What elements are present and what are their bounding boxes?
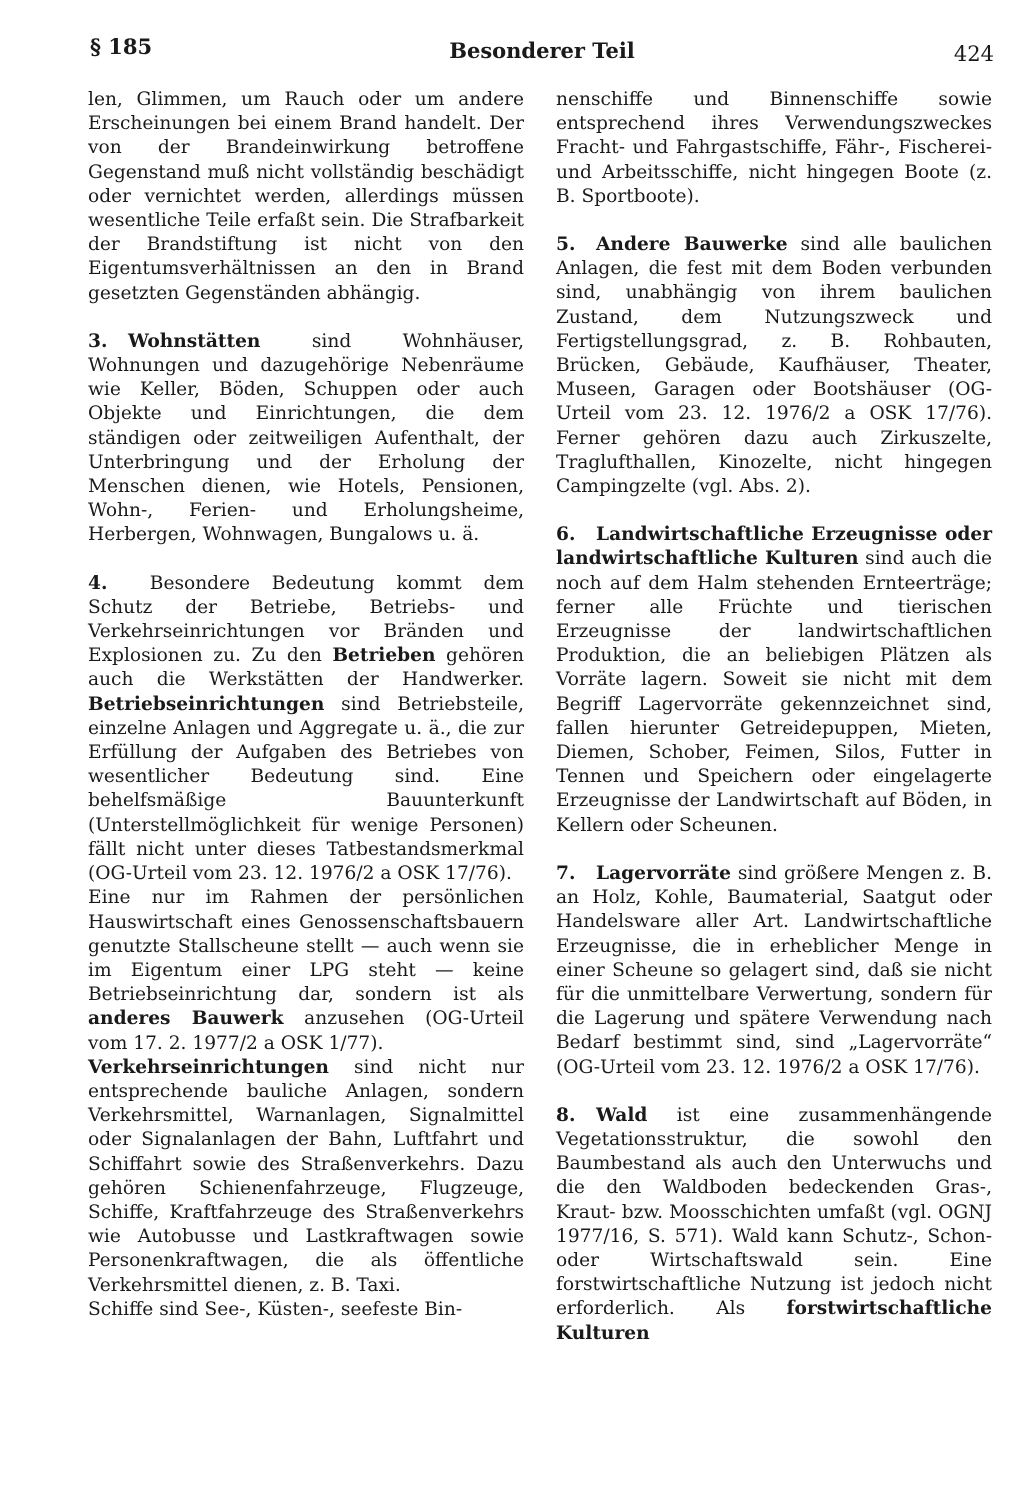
- paragraph-text: Schiffe sind See-, Küsten-, seefeste Bin-: [88, 1298, 463, 1320]
- term-betriebseinrichtungen: Betriebseinrichtungen: [88, 693, 325, 715]
- running-title: Besonderer Teil: [449, 38, 635, 63]
- term-landwirtschaftliche-erzeugnisse: Landwirtschaftliche Erzeugnisse oder landwirtschaftliche Kulturen: [556, 524, 992, 570]
- paragraph-text: sind auch die noch auf dem Halm stehenden Ernteerträge; ferner alle Früchte und tierischen Erzeugnisse der landwirtschaftlichen Produktion, die an beliebigen Plätzen als Vorräte lagern. Soweit sie nicht mit dem Begriff Lagervorräte gekennzeichnet sind, fallen hierunter Getreidepuppen, Mieten, Diemen, Schober, Feimen, Silos, Futter in Tennen und Speichern oder eingelagerte Erzeugnisse der Landwirtschaft auf Böden, in Kellern oder Scheunen.: [556, 548, 992, 836]
- term-lagervorraete: Lagervorräte: [596, 862, 732, 884]
- paragraph-continued: [88, 88, 524, 306]
- paragraph-number: 8.: [556, 1104, 576, 1126]
- paragraph-text: nenschiffe und Binnenschiffe sowie entsprechend ihres Verwendungszweckes Fracht- und Fahrgastschiffe, Fähr-, Fischerei- und Arbeitsschiffe, nicht hingegen Boote (z. B. Sportboote).: [556, 89, 992, 207]
- term-forstwirtschaftliche-kulturen: forstwirtschaftliche Kulturen: [556, 1298, 992, 1344]
- paragraph-text: sind alle baulichen Anlagen, die fest mit dem Boden verbunden sind, unabhängig von ihrem baulichen Zustand, dem Nutzungszweck und Fertigstellungsgrad, z. B. Rohbauten, Brücken, Gebäude, Kaufhäuser, Theater, Museen, Garagen oder Bootshäuser (OG-Urteil vom 23. 12. 1976/2 a OSK 17/76). Ferner gehören dazu auch Zirkuszelte, Traglufthallen, Kinozelte, nicht hingegen Campingzelte (vgl. Abs. 2).: [556, 234, 992, 498]
- paragraph-text: Eine nur im Rahmen der persönlichen Hauswirtschaft eines Genossenschaftsbauern genutzte Stallscheune stellt — auch wenn sie im Eigentum einer LPG steht — keine Betriebseinrichtung dar, sondern ist als: [88, 887, 524, 1006]
- page-header: [90, 30, 994, 70]
- left-column: [88, 88, 524, 1322]
- paragraph-text: Besondere Bedeutung kommt dem Schutz der Betriebe, Betriebs- und Verkehrseinrichtungen vor Bränden und Explosionen zu. Zu den: [88, 572, 524, 667]
- paragraph-text: ist eine zusammenhängende Vegetationsstruktur, die sowohl den Baumbestand als auch den Unterwuchs und die den Waldboden bedeckenden Gras-, Kraut- bzw. Moosschichten umfaßt (vgl. OGNJ 1977/16, S. 571). Wald kann Schutz-, Schon- oder Wirtschaftswald sein. Eine forstwirtschaftliche Nutzung ist jedoch nicht erforderlich. Als: [556, 1104, 992, 1320]
- paragraph-text: anzusehen (OG-Urteil vom 17. 2. 1977/2 a OSK 1/77).: [88, 1008, 525, 1054]
- paragraph-4: [88, 572, 524, 887]
- page-number: 424: [953, 42, 994, 66]
- paragraph-text: len, Glimmen, um Rauch oder um andere Erscheinungen bei einem Brand handelt. Der von der Brandeinwirkung betroffene Gegenstand muß nicht vollständig beschädigt oder vernichtet werden, allerdings müssen wesentliche Teile erfaßt sein. Die Strafbarkeit der Brandstiftung ist nicht von den Eigentumsverhältnissen an den in Brand gesetzten Gegenständen abhängig.: [88, 89, 524, 304]
- paragraph-schiffe: [88, 1298, 524, 1322]
- paragraph-3: [88, 330, 524, 548]
- term-andere-bauwerke: Andere Bauwerke: [596, 234, 788, 256]
- term-verkehrseinrichtungen: Verkehrseinrichtungen: [88, 1056, 329, 1078]
- paragraph-text: sind Betriebsteile, einzelne Anlagen und Aggregate u. ä., die zur Erfüllung der Aufgaben des Betriebes von wesentlicher Bedeutung sind. Eine behelfsmäßige Bauunterkunft (Unterstellmöglichkeit für wenige Personen) fällt nicht unter dieses Tatbestandsmerkmal (OG-Urteil vom 23. 12. 1976/2 a OSK 17/76).: [88, 693, 524, 885]
- paragraph-number: 4.: [88, 572, 108, 594]
- paragraph-number: 6.: [556, 524, 576, 546]
- paragraph-text: sind nicht nur entsprechende bauliche Anlagen, sondern Verkehrsmittel, Warnanlagen, Signalmittel oder Signalanlagen der Bahn, Luftfahrt und Schiffahrt sowie des Straßenverkehrs. Dazu gehören Schienenfahrzeuge, Flugzeuge, Schiffe, Kraftfahrzeuge des Straßenverkehrs wie Autobusse und Lastkraftwagen sowie Personenkraftwagen, die als öffentliche Verkehrsmittel dienen, z. B. Taxi.: [88, 1056, 524, 1296]
- paragraph-5: [556, 233, 992, 499]
- section-number: § 185: [90, 34, 153, 59]
- paragraph-number: 7.: [556, 862, 576, 884]
- paragraph-text: sind größere Mengen z. B. an Holz, Kohle, Baumaterial, Saatgut oder Handelsware aller Art. Landwirtschaftliche Erzeugnisse, die in erheblicher Menge in einer Scheune so gelagert sind, daß sie nicht für die unmittelbare Verwertung, sondern für die Lagerung und spätere Verwendung nach Bedarf bestimmt sind, sind „Lagervorräte“ (OG-Urteil vom 23. 12. 1976/2 a OSK 17/76).: [556, 862, 992, 1078]
- paragraph-7: [556, 862, 992, 1080]
- paragraph-number: 5.: [556, 234, 576, 256]
- paragraph-verkehrseinrichtungen: [88, 1056, 524, 1298]
- term-wald: Wald: [596, 1104, 648, 1126]
- paragraph-number: 3.: [88, 330, 108, 352]
- paragraph-stallscheune: [88, 886, 524, 1055]
- paragraph-6: [556, 523, 992, 838]
- paragraph-text: gehören auch die Werkstätten der Handwerker.: [88, 645, 524, 691]
- right-column: [556, 88, 992, 1346]
- paragraph-8: [556, 1104, 992, 1346]
- term-betrieben: Betrieben: [332, 645, 436, 667]
- term-anderes-bauwerk: anderes Bauwerk: [88, 1008, 284, 1030]
- term-wohnstaetten: Wohnstätten: [128, 330, 261, 352]
- paragraph-continued: [556, 88, 992, 209]
- paragraph-text: sind Wohnhäuser, Wohnungen und dazugehörige Nebenräume wie Keller, Böden, Schuppen oder auch Objekte und Einrichtungen, die dem ständigen oder zeitweiligen Aufenthalt, der Unterbringung und der Erholung der Menschen dienen, wie Hotels, Pensionen, Wohn-, Ferien- und Erholungsheime, Herbergen, Wohnwagen, Bungalows u. ä.: [88, 330, 524, 546]
